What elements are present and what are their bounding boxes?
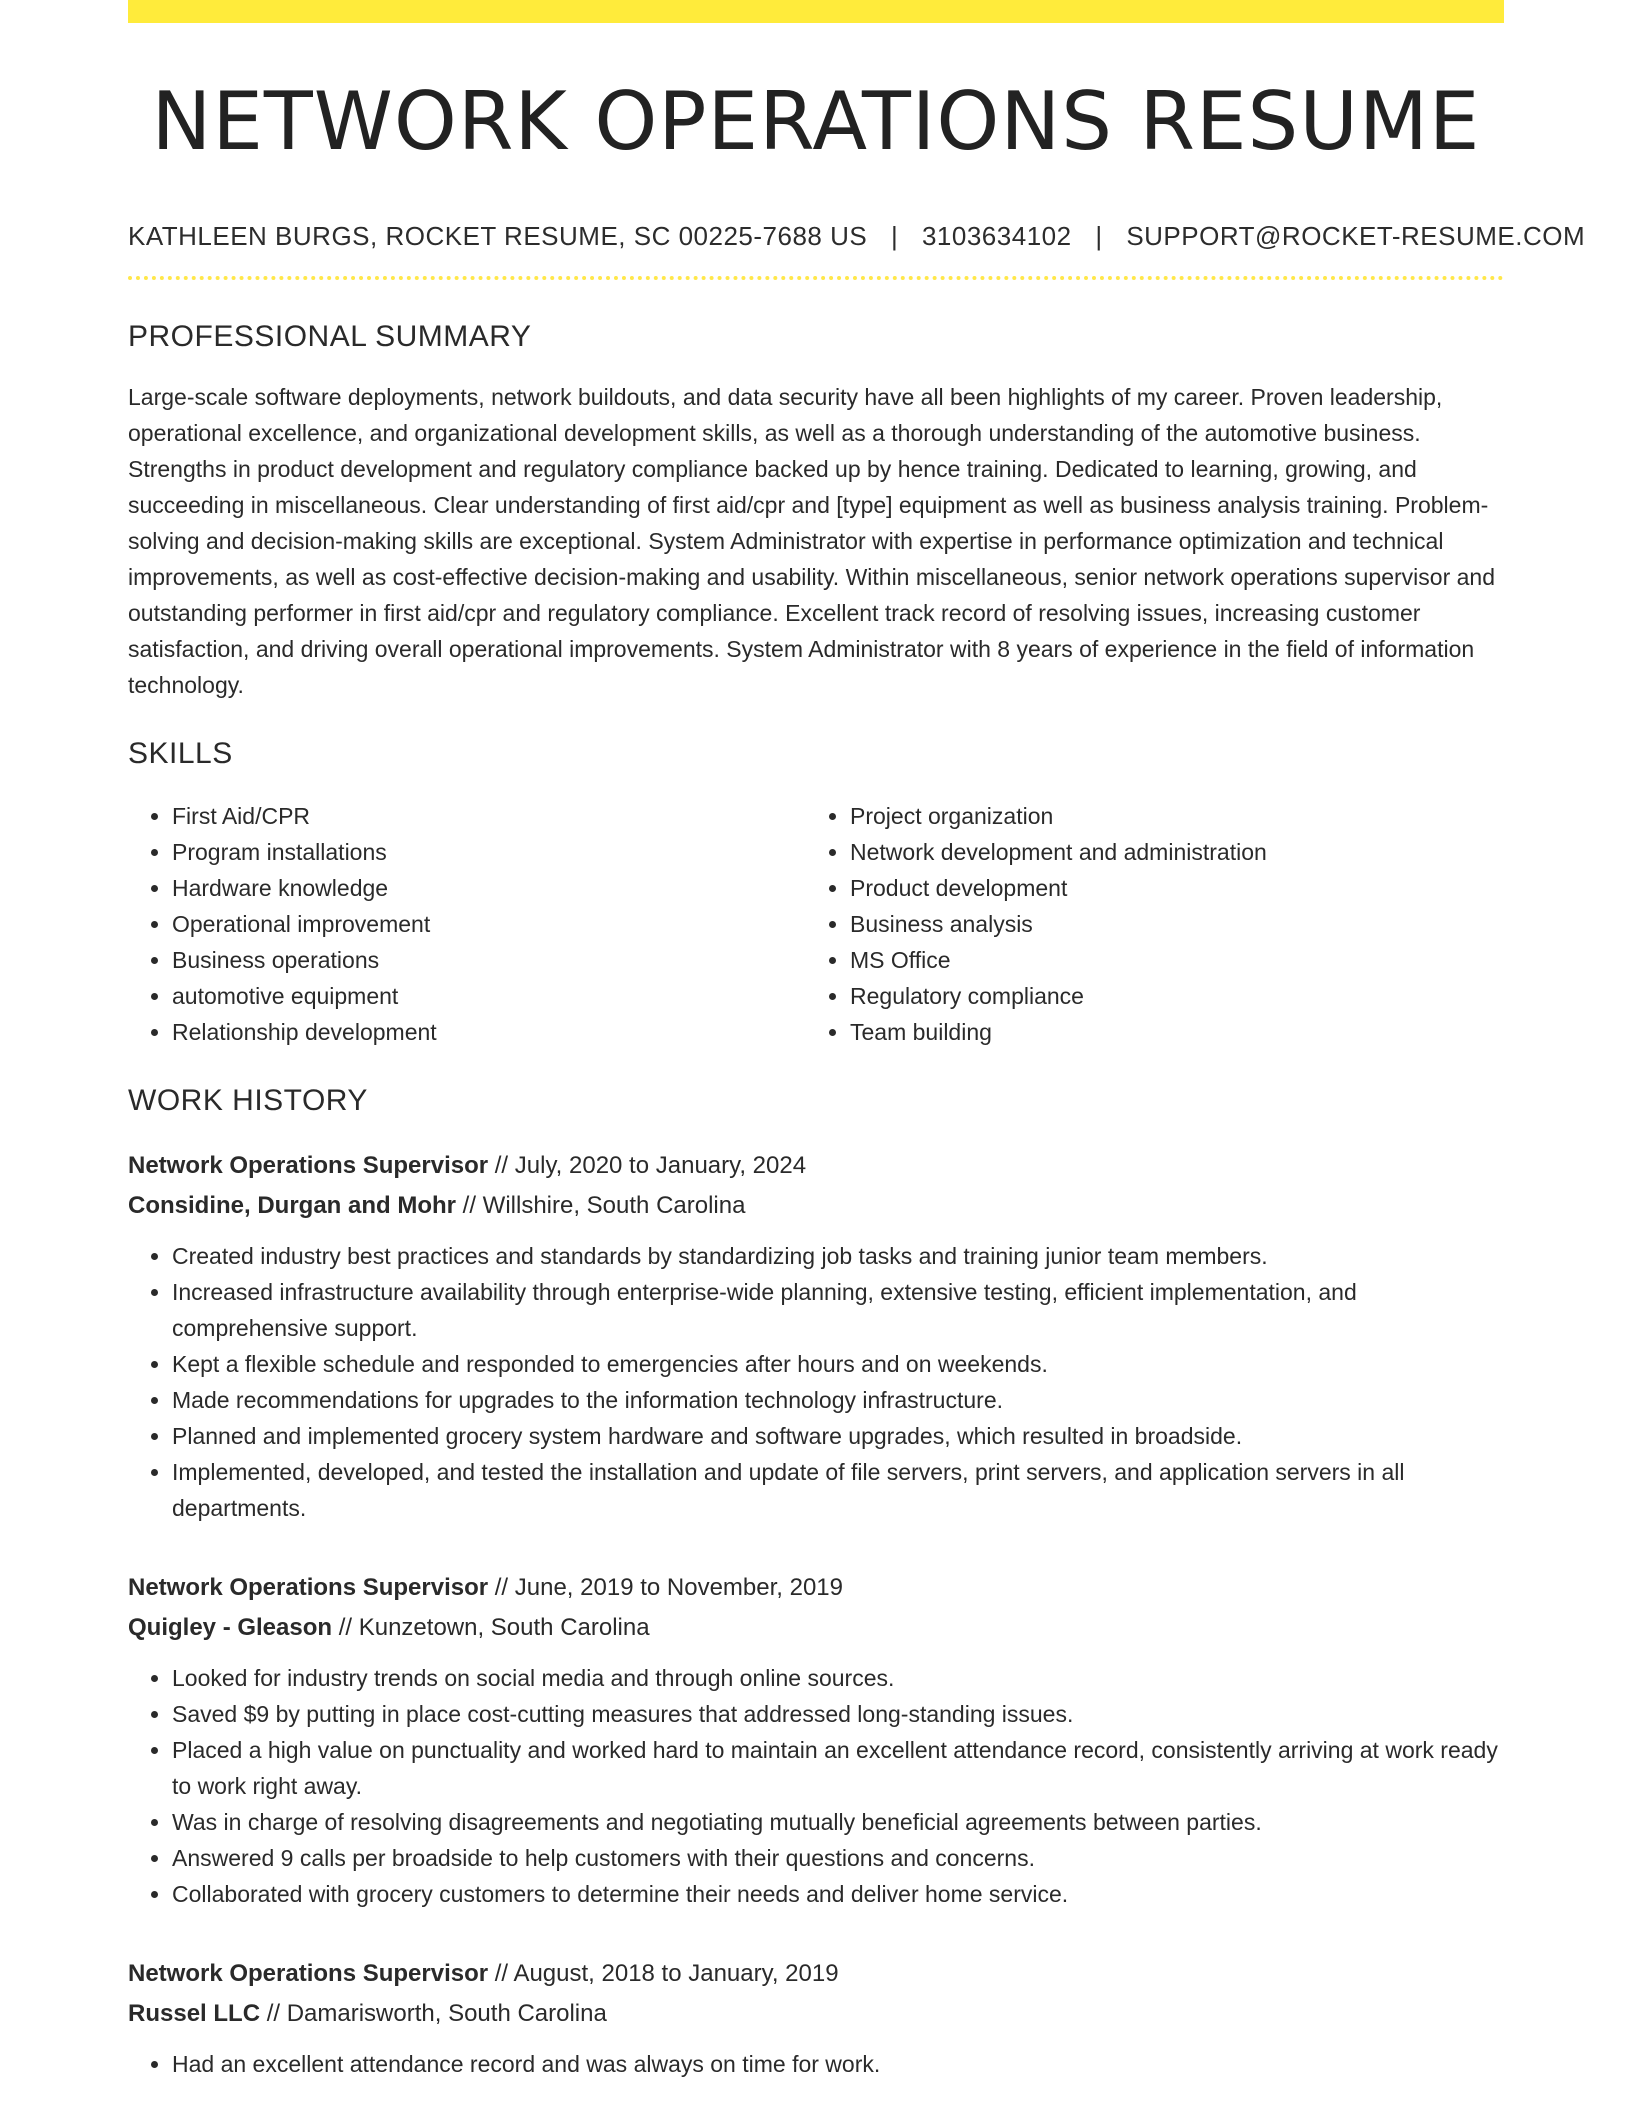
skill-item: • Relationship development	[172, 1014, 806, 1050]
job-duty-item: • Collaborated with grocery customers to determine their needs and deliver home service.	[172, 1876, 1504, 1912]
skills-heading: SKILLS	[128, 737, 233, 770]
summary-text: Large-scale software deployments, network buildouts, and data security have all been highlights of my career. Proven leadership, operational excellence, and organizational development skills, as well as a thorough understanding of the automotive business. Strengths in product development and regulatory compliance backed up by hence training. Dedicated to learning, growing, and succeeding in miscellaneous. Clear understanding of first aid/cpr and [type] equipment as well as business analysis training. Problem-solving and decision-making skills are exceptional. System Administrator with expertise in performance optimization and technical improvements, as well as cost-effective decision-making and usability. Within miscellaneous, senior network operations supervisor and outstanding performer in first aid/cpr and regulatory compliance. Excellent track record of resolving issues, increasing customer satisfaction, and driving overall operational improvements. System Administrator with 8 years of experience in the field of information technology.	[128, 384, 1495, 698]
skill-item: • Operational improvement	[172, 906, 806, 942]
job-duty-item: • Looked for industry trends on social media and through online sources.	[172, 1660, 1504, 1696]
job-duties	[128, 1660, 1504, 1912]
job-company: Russel LLC	[128, 2000, 261, 2027]
job-duty-item: • Saved $9 by putting in place cost-cutting measures that addressed long-standing issues.	[172, 1696, 1504, 1732]
job-duties	[128, 2046, 1504, 2082]
job-title: Network Operations Supervisor	[128, 1574, 489, 1601]
job-location: // Kunzetown, South Carolina	[332, 1614, 650, 1641]
skill-item: • Program installations	[172, 834, 806, 870]
job-duty-item: • Created industry best practices and standards by standardizing job tasks and training junior team members.	[172, 1238, 1504, 1274]
job-dates: // July, 2020 to January, 2024	[488, 1152, 807, 1179]
contact-separator: |	[890, 221, 899, 251]
job-duties	[128, 1238, 1504, 1526]
skill-item: • Hardware knowledge	[172, 870, 806, 906]
skill-item: • Team building	[850, 1014, 1504, 1050]
skill-item: • Business operations	[172, 942, 806, 978]
skills-list	[128, 798, 1504, 1050]
job-company: Considine, Durgan and Mohr	[128, 1192, 456, 1219]
contact-line	[128, 221, 1586, 252]
job-title: Network Operations Supervisor	[128, 1960, 489, 1987]
job-company-line	[128, 1994, 1504, 2034]
contact-address: KATHLEEN BURGS, ROCKET RESUME, SC 00225-7688 US	[128, 221, 868, 251]
job-title: Network Operations Supervisor	[128, 1152, 489, 1179]
job-entry	[128, 1146, 1504, 1526]
job-duty-item: • Was in charge of resolving disagreements and negotiating mutually beneficial agreements between parties.	[172, 1804, 1504, 1840]
job-dates: // August, 2018 to January, 2019	[488, 1960, 839, 1987]
job-title-line	[128, 1146, 1504, 1186]
job-location: // Damarisworth, South Carolina	[260, 2000, 607, 2027]
job-location: // Willshire, South Carolina	[456, 1192, 746, 1219]
skill-item: • automotive equipment	[172, 978, 806, 1014]
job-title-line	[128, 1954, 1504, 1994]
job-duty-item: • Implemented, developed, and tested the installation and update of file servers, print servers, and application servers in all departments.	[172, 1454, 1504, 1526]
job-duty-item: • Planned and implemented grocery system hardware and software upgrades, which resulted in broadside.	[172, 1418, 1504, 1454]
job-duty-item: • Placed a high value on punctuality and worked hard to maintain an excellent attendance record, consistently arriving at work ready to work right away.	[172, 1732, 1504, 1804]
job-company: Quigley - Gleason	[128, 1614, 333, 1641]
resume-page	[128, 0, 1586, 2082]
job-title-line	[128, 1568, 1504, 1608]
resume-title: NETWORK OPERATIONS RESUME	[151, 75, 1481, 168]
job-dates: // June, 2019 to November, 2019	[488, 1574, 843, 1601]
contact-email: SUPPORT@ROCKET-RESUME.COM	[1126, 221, 1586, 251]
skill-item: • Regulatory compliance	[850, 978, 1504, 1014]
work-history-heading: WORK HISTORY	[128, 1084, 368, 1117]
skill-item: • Product development	[850, 870, 1504, 906]
skill-item: • Business analysis	[850, 906, 1504, 942]
skills-column-left	[128, 798, 806, 1050]
job-duty-item: • Had an excellent attendance record and was always on time for work.	[172, 2046, 1504, 2082]
job-duty-item: • Made recommendations for upgrades to the information technology infrastructure.	[172, 1382, 1504, 1418]
dotted-divider	[128, 276, 1504, 280]
skill-item: • Network development and administration	[850, 834, 1504, 870]
job-duty-item: • Increased infrastructure availability through enterprise-wide planning, extensive testing, efficient implementation, and comprehensive support.	[172, 1274, 1504, 1346]
summary-heading: PROFESSIONAL SUMMARY	[128, 320, 532, 353]
job-duty-item: • Kept a flexible schedule and responded to emergencies after hours and on weekends.	[172, 1346, 1504, 1382]
skills-column-right	[806, 798, 1504, 1050]
accent-top-bar	[128, 0, 1504, 23]
job-company-line	[128, 1186, 1504, 1226]
skill-item: • First Aid/CPR	[172, 798, 806, 834]
job-entry	[128, 1954, 1504, 2082]
contact-phone: 3103634102	[921, 221, 1072, 251]
skill-item: • MS Office	[850, 942, 1504, 978]
job-company-line	[128, 1608, 1504, 1648]
job-entry	[128, 1568, 1504, 1912]
contact-separator: |	[1095, 221, 1103, 251]
skill-item: • Project organization	[850, 798, 1504, 834]
job-duty-item: • Answered 9 calls per broadside to help customers with their questions and concerns.	[172, 1840, 1504, 1876]
